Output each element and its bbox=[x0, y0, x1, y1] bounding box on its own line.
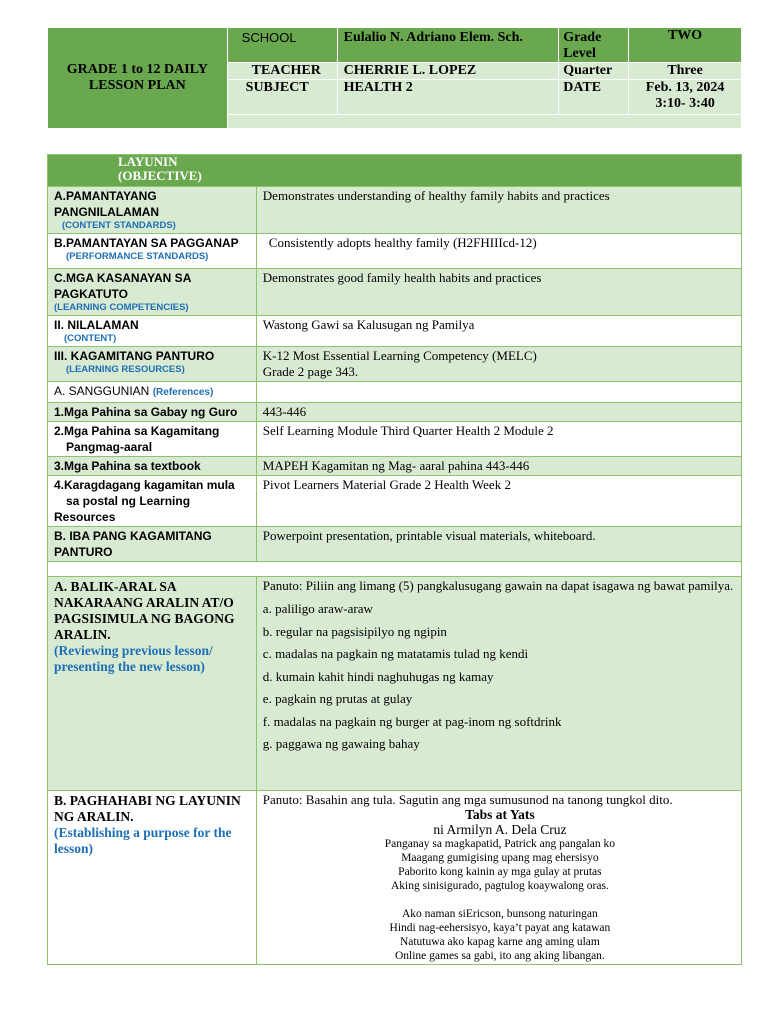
performance-standards-value: Consistently adopts healthy family (H2FHIIIcd-12) bbox=[256, 234, 741, 269]
date-cell bbox=[629, 80, 742, 115]
learning-resources-value: K-12 Most Essential Learning Competency (MELC) Grade 2 page 343. bbox=[256, 347, 741, 382]
quarter-label: Quarter bbox=[559, 63, 629, 80]
references-label: A. SANGGUNIAN (References) bbox=[48, 382, 257, 403]
review-option: a. paliligo araw-araw bbox=[262, 601, 373, 616]
references-value bbox=[256, 382, 741, 403]
grade-label: Grade Level bbox=[559, 28, 629, 63]
review-instruction: Panuto: Piliin ang limang (5) pangkalusugang gawain na dapat isagawa ng bawat pamilya. bbox=[262, 578, 734, 593]
content-value: Wastong Gawi sa Kalusugan ng Pamilya bbox=[256, 316, 741, 347]
poem-line: Maagang gumigising upang mag ehersisyo bbox=[401, 852, 599, 864]
lesson-purpose-label: B. PAGHAHABI NG LAYUNIN NG ARALIN. (Establishing a purpose for the lesson) bbox=[48, 791, 257, 965]
poem-line: Panganay sa magkapatid, Patrick ang pangalan ko bbox=[384, 838, 616, 850]
poem-stanza-2 bbox=[263, 907, 737, 963]
date-label: DATE bbox=[559, 80, 629, 115]
content-standards-value: Demonstrates understanding of healthy family habits and practices bbox=[256, 187, 741, 234]
poem-line: Online games sa gabi, ito ang aking libangan. bbox=[394, 950, 605, 962]
teacher-guide-pages-label: 1.Mga Pahina sa Gabay ng Guro bbox=[48, 403, 257, 422]
objective-header: LAYUNIN (OBJECTIVE) bbox=[48, 155, 742, 187]
plan-title: GRADE 1 to 12 DAILY LESSON PLAN bbox=[48, 28, 228, 129]
review-option: d. kumain kahit hindi naghuhugas ng kamay bbox=[262, 668, 494, 684]
review-option: f. madalas na pagkain ng burger at pag-inom ng softdrink bbox=[262, 713, 562, 729]
table-spacer bbox=[48, 562, 742, 577]
review-option: b. regular na pagsisipilyo ng ngipin bbox=[262, 623, 447, 639]
grade-value: TWO bbox=[629, 28, 742, 63]
learning-resources-label: III. KAGAMITANG PANTURO (LEARNING RESOURCES) bbox=[48, 347, 257, 382]
content-standards-label: A.PAMANTAYANG PANGNILALAMAN (CONTENT STANDARDS) bbox=[48, 187, 257, 234]
header-spacer bbox=[227, 115, 741, 129]
date-value: Feb. 13, 2024 bbox=[645, 80, 725, 95]
review-options bbox=[263, 598, 737, 756]
additional-materials-label: 4.Karagdagang kagamitan mula sa postal ng Learning Resources bbox=[48, 476, 257, 527]
textbook-pages-value: MAPEH Kagamitan ng Mag- aaral pahina 443-446 bbox=[256, 457, 741, 476]
review-option: c. madalas na pagkain ng matatamis tulad ng kendi bbox=[262, 646, 529, 661]
review-option: g. paggawa ng gawaing bahay bbox=[262, 736, 420, 751]
poem-line: Paborito kong kainin ay mga gulay at prutas bbox=[398, 866, 602, 878]
poem-line: Ako naman siEricson, bunsong naturingan bbox=[402, 908, 598, 920]
learning-competencies-label: C.MGA KASANAYAN SA PAGKATUTO (LEARNING COMPETENCIES) bbox=[48, 269, 257, 316]
school-label: SCHOOL bbox=[227, 28, 337, 63]
subject-value: HEALTH 2 bbox=[337, 80, 559, 115]
content-label: II. NILALAMAN (CONTENT) bbox=[48, 316, 257, 347]
additional-materials-value: Pivot Learners Material Grade 2 Health Week 2 bbox=[256, 476, 741, 527]
teacher-value: CHERRIE L. LOPEZ bbox=[337, 63, 559, 80]
learning-competencies-value: Demonstrates good family health habits and practices bbox=[256, 269, 741, 316]
review-lesson-content bbox=[256, 577, 741, 791]
time-value: 3:10- 3:40 bbox=[655, 96, 715, 111]
school-value: Eulalio N. Adriano Elem. Sch. bbox=[337, 28, 559, 63]
learner-material-pages-label: 2.Mga Pahina sa Kagamitang Pangmag-aaral bbox=[48, 422, 257, 457]
poem-stanza-1 bbox=[263, 837, 737, 893]
review-option: e. pagkain ng prutas at gulay bbox=[262, 691, 413, 706]
poem-author: ni Armilyn A. Dela Cruz bbox=[433, 822, 567, 837]
other-materials-value: Powerpoint presentation, printable visual materials, whiteboard. bbox=[256, 527, 741, 562]
poem-line: Hindi nag-eehersisyo, kaya’t payat ang katawan bbox=[389, 922, 611, 934]
teacher-label: TEACHER bbox=[227, 63, 337, 80]
teacher-guide-pages-value: 443-446 bbox=[256, 403, 741, 422]
lesson-purpose-content bbox=[256, 791, 741, 965]
poem-line: Natutuwa ako kapag karne ang aming ulam bbox=[399, 936, 600, 948]
lesson-table bbox=[47, 154, 742, 965]
subject-label: SUBJECT bbox=[227, 80, 337, 115]
quarter-value: Three bbox=[629, 63, 742, 80]
review-lesson-label: A. BALIK-ARAL SA NAKARAANG ARALIN AT/O PAGSISIMULA NG BAGONG ARALIN. (Reviewing previous lesson/ presenting the new lesson) bbox=[48, 577, 257, 791]
textbook-pages-label: 3.Mga Pahina sa textbook bbox=[48, 457, 257, 476]
performance-standards-label: B.PAMANTAYAN SA PAGGANAP (PERFORMANCE STANDARDS) bbox=[48, 234, 257, 269]
header-table bbox=[47, 27, 742, 129]
poem-instruction: Panuto: Basahin ang tula. Sagutin ang mga sumusunod na tanong tungkol dito. bbox=[262, 792, 673, 807]
learner-material-pages-value: Self Learning Module Third Quarter Health 2 Module 2 bbox=[256, 422, 741, 457]
poem-title: Tabs at Yats bbox=[465, 807, 535, 822]
other-materials-label: B. IBA PANG KAGAMITANG PANTURO bbox=[48, 527, 257, 562]
poem-line: Aking sinisigurado, pagtulog koaywalong oras. bbox=[390, 880, 609, 892]
